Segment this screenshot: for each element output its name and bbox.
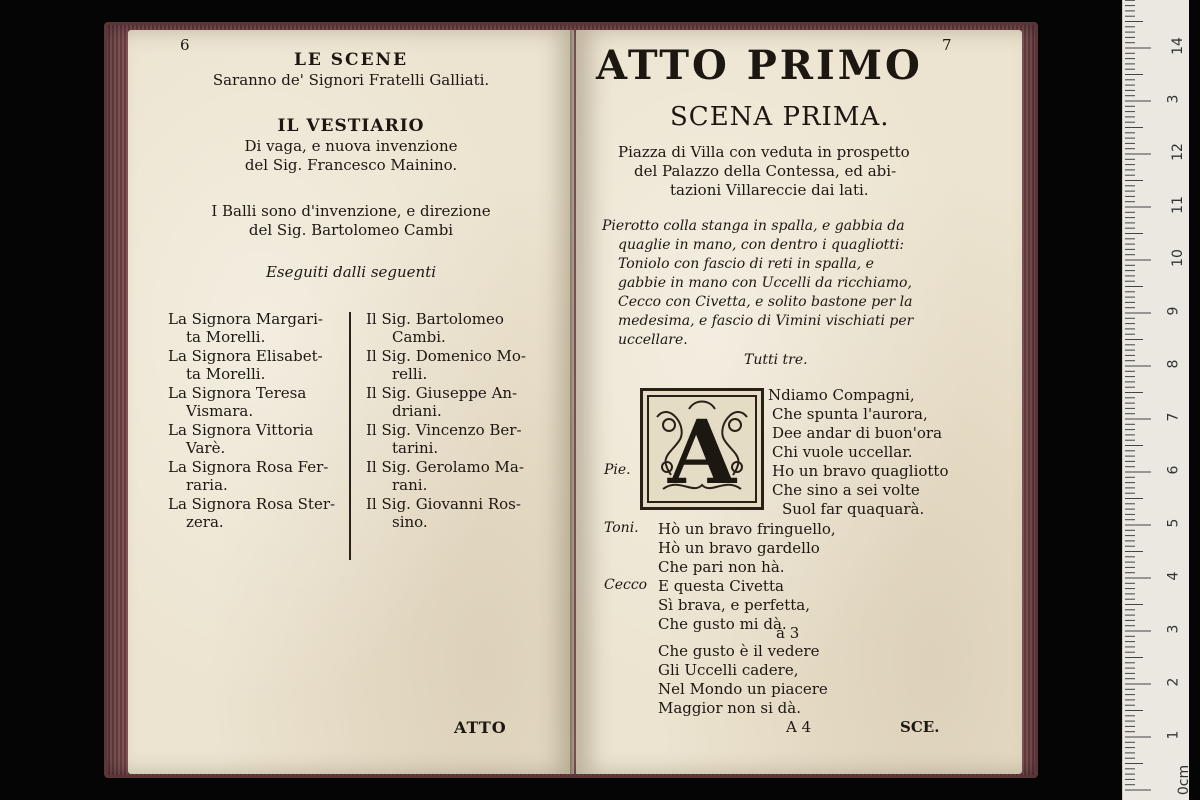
verse-line: E questa Civetta	[658, 577, 784, 595]
dancer-male-name-cont: rani.	[392, 476, 428, 494]
dancer-female-name-cont: ta Morelli.	[186, 328, 266, 346]
dancer-female-name-cont: raria.	[186, 476, 228, 494]
ruler-label: 2	[1165, 677, 1182, 687]
ruler-label: 6	[1165, 465, 1182, 475]
dancer-male-name: Il Sig. Giuseppe An-	[366, 384, 518, 402]
speaker-label: Toni.	[604, 520, 639, 536]
verse-line: Sì brava, e perfetta,	[658, 596, 810, 614]
ruler-label: 0cm	[1176, 764, 1193, 796]
stage-direction-line: Pierotto colla stanga in spalla, e gabbia da	[602, 218, 905, 234]
verse-line: Gli Uccelli cadere,	[658, 661, 799, 679]
ruler-label: 12	[1169, 143, 1186, 161]
speaker-label: Pie.	[604, 462, 631, 478]
drop-cap-ornament	[640, 388, 764, 510]
dancer-female-name: La Signora Elisabet-	[168, 347, 323, 365]
cast-row	[168, 495, 558, 532]
dancer-male-name-cont: Cambi.	[392, 328, 446, 346]
dancer-male-name: Il Sig. Gerolamo Ma-	[366, 458, 524, 476]
cast-row	[168, 310, 558, 347]
scenes-heading: LE SCENE	[293, 50, 409, 70]
verse-line: Maggior non si dà.	[658, 699, 801, 717]
cast-list	[168, 310, 558, 532]
dancer-female-name: La Signora Vittoria	[168, 421, 314, 439]
stage-direction-line: uccellare.	[618, 332, 688, 348]
stage-direction-line: Cecco con Civetta, e solito bastone per la	[618, 294, 913, 310]
scenes-line: Saranno de' Signori Fratelli Galliati.	[212, 71, 490, 89]
ruler-label: 3	[1165, 624, 1182, 634]
setting-line-1: Piazza di Villa con veduta in prospetto	[618, 143, 910, 161]
signature-mark: A 4	[786, 718, 812, 736]
ruler-label: 3	[1165, 94, 1182, 104]
dancer-female-name: La Signora Rosa Fer-	[168, 458, 329, 476]
verse-line: Ho un bravo quagliotto	[772, 462, 949, 480]
stage-direction-line: quaglie in mano, con dentro i quagliotti:	[618, 237, 905, 253]
stage-direction-line: gabbie in mano con Uccelli da ricchiamo,	[618, 275, 912, 291]
costumes-line-1: Di vaga, e nuova invenzione	[244, 137, 458, 155]
ruler-label: 9	[1165, 306, 1182, 316]
dancer-male-name-cont: sino.	[392, 513, 428, 531]
cast-row	[168, 458, 558, 495]
ballets-line-1: I Balli sono d'invenzione, e direzione	[211, 202, 491, 220]
dancer-female-name: La Signora Margari-	[168, 310, 323, 328]
verse-line: Che gusto mi dà.	[658, 615, 787, 633]
verse-line: Hò un bravo fringuello,	[658, 520, 836, 538]
drop-cap-letter: A	[667, 400, 737, 501]
dancer-male-name-cont: relli.	[392, 365, 428, 383]
scene-title: SCENA PRIMA.	[670, 102, 890, 132]
floral-ornament-icon	[649, 397, 755, 501]
costumes-line-2: del Sig. Francesco Mainino.	[244, 156, 458, 174]
ruler-label: 5	[1165, 518, 1182, 528]
left-page	[128, 30, 574, 774]
dancer-female-name-cont: zera.	[186, 513, 224, 531]
verse-line: Hò un bravo gardello	[658, 539, 820, 557]
verse-line: Che pari non hà.	[658, 558, 785, 576]
ruler-label: 11	[1169, 196, 1186, 214]
stage-direction-line: medesima, e fascio di Vimini vischiati per	[618, 313, 914, 329]
ruler-label: 1	[1165, 730, 1182, 740]
stage-direction-line: Toniolo con fascio di reti in spalla, e	[618, 256, 874, 272]
costumes-heading: IL VESTIARIO	[277, 116, 425, 136]
setting-line-3: tazioni Villareccie dai lati.	[670, 181, 869, 199]
right-page	[576, 30, 1022, 774]
verse-line: Chi vuole uccellar.	[772, 443, 913, 461]
ruler-label: 8	[1165, 359, 1182, 369]
ruler-label: 7	[1165, 412, 1182, 422]
verse-line: Ndiamo Compagni,	[768, 386, 915, 404]
dancer-female-name: La Signora Rosa Ster-	[168, 495, 336, 513]
catchword: ATTO	[454, 718, 507, 737]
ruler-label: 4	[1165, 571, 1182, 581]
cast-row	[168, 421, 558, 458]
verse-line: Dee andar di buon'ora	[772, 424, 943, 442]
dancer-male-name-cont: tarini.	[392, 439, 439, 457]
dancer-male-name: Il Sig. Giovanni Ros-	[366, 495, 521, 513]
verse-line: Che gusto è il vedere	[658, 642, 820, 660]
dancer-female-name: La Signora Teresa	[168, 384, 307, 402]
performers-heading: Eseguiti dalli seguenti	[265, 263, 437, 281]
dancer-male-name: Il Sig. Bartolomeo	[366, 310, 504, 328]
speaker-label: Cecco	[604, 577, 648, 593]
dancer-female-name-cont: Varè.	[186, 439, 226, 457]
dancer-male-name: Il Sig. Domenico Mo-	[366, 347, 526, 365]
ballets-line-2: del Sig. Bartolomeo Cambi	[248, 221, 454, 239]
ruler-label: 10	[1169, 249, 1186, 267]
dancer-male-name-cont: driani.	[392, 402, 442, 420]
dancer-female-name-cont: Vismara.	[186, 402, 254, 420]
act-title: ATTO PRIMO	[596, 42, 923, 89]
dancer-male-name: Il Sig. Vincenzo Ber-	[366, 421, 522, 439]
verse-line: Nel Mondo un piacere	[658, 680, 828, 698]
ruler-label: 14	[1169, 37, 1186, 55]
catchword: SCE.	[900, 718, 940, 736]
all-three-label: Tutti tre.	[744, 352, 808, 368]
verse-line: Suol far quaquarà.	[782, 500, 925, 518]
cast-row	[168, 347, 558, 384]
verse-line: Che sino a sei volte	[772, 481, 920, 499]
page-number: 7	[942, 36, 952, 54]
verse-line: Che spunta l'aurora,	[772, 405, 928, 423]
ensemble-label: a 3	[776, 624, 800, 642]
cast-row	[168, 384, 558, 421]
measurement-ruler	[1122, 0, 1193, 800]
dancer-female-name-cont: ta Morelli.	[186, 365, 266, 383]
page-number: 6	[180, 36, 190, 54]
setting-line-2: del Palazzo della Contessa, ed abi-	[634, 162, 897, 180]
